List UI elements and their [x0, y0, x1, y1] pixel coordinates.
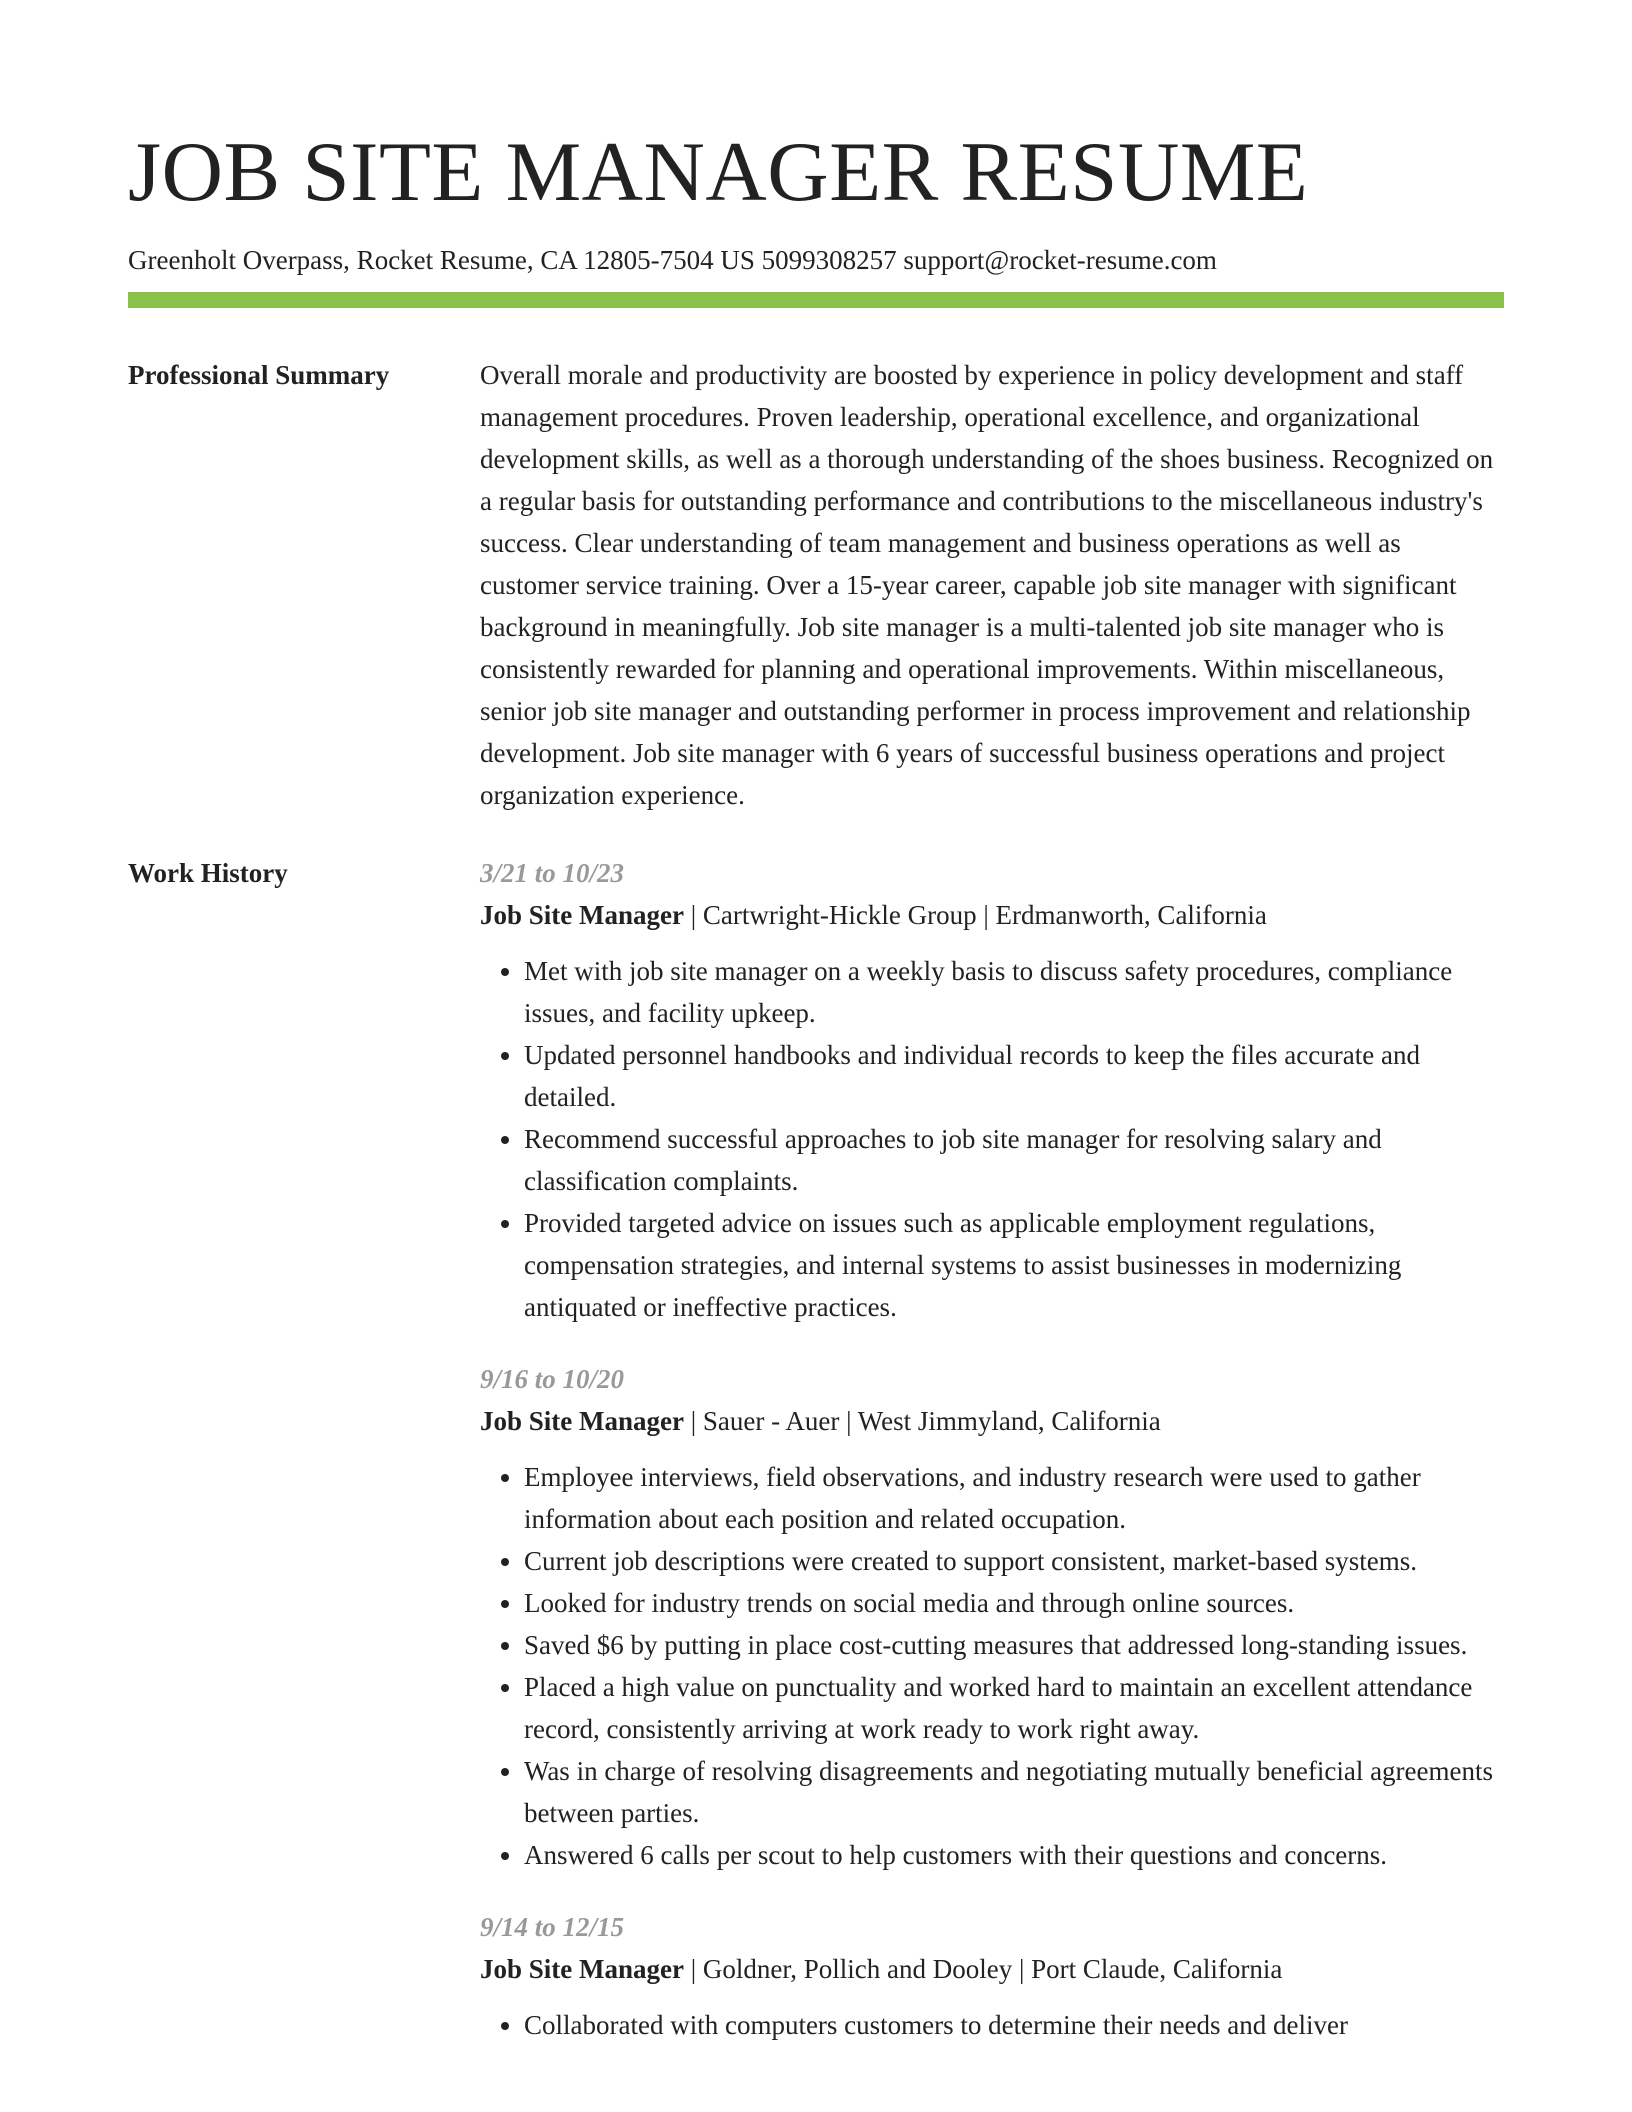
job-bullet: • Provided targeted advice on issues such as applicable employment regulations, compensation strategies, and internal systems to assist businesses in modernizing antiquated or ineffective practices. — [524, 1202, 1504, 1328]
job-heading — [480, 894, 1504, 936]
job-bullet: • Employee interviews, field observations, and industry research were used to gather information about each position and related occupation. — [524, 1456, 1504, 1540]
summary-content — [480, 354, 1504, 816]
job-details: | Sauer - Auer | West Jimmyland, California — [683, 1406, 1161, 1436]
summary-section — [128, 354, 1504, 816]
work-history-content — [480, 852, 1504, 2046]
section-label-work-history: Work History — [128, 858, 288, 888]
job-bullet: • Was in charge of resolving disagreements and negotiating mutually beneficial agreements between parties. — [524, 1750, 1504, 1834]
header-divider — [128, 292, 1504, 308]
resume-title: JOB SITE MANAGER RESUME — [128, 125, 1309, 219]
summary-text: Overall morale and productivity are boosted by experience in policy development and staff management procedures. Proven leadership, operational excellence, and organizational development skills, as well as a thorough understanding of the shoes business. Recognized on a regular basis for outstanding performance and contributions to the miscellaneous industry's success. Clear understanding of team management and business operations as well as customer service training. Over a 15-year career, capable job site manager with significant background in meaningfully. Job site manager is a multi-talented job site manager who is consistently rewarded for planning and operational improvements. Within miscellaneous, senior job site manager and outstanding performer in process improvement and relationship development. Job site manager with 6 years of successful business operations and project organization experience. — [480, 360, 1494, 810]
job-entry — [480, 1906, 1504, 2046]
job-title: Job Site Manager — [480, 1406, 684, 1436]
job-details: | Goldner, Pollich and Dooley | Port Claude, California — [683, 1954, 1283, 1984]
job-entry — [480, 1358, 1504, 1876]
job-title: Job Site Manager — [480, 900, 684, 930]
section-label-summary: Professional Summary — [128, 360, 390, 390]
job-dates: 9/16 to 10/20 — [480, 1364, 625, 1394]
work-history-section — [128, 852, 1504, 2046]
job-bullet: • Saved $6 by putting in place cost-cutting measures that addressed long-standing issues. — [524, 1624, 1504, 1666]
job-heading — [480, 1948, 1504, 1990]
job-heading — [480, 1400, 1504, 1442]
job-bullet: • Met with job site manager on a weekly basis to discuss safety procedures, compliance issues, and facility upkeep. — [524, 950, 1504, 1034]
job-bullet: • Updated personnel handbooks and individual records to keep the files accurate and detailed. — [524, 1034, 1504, 1118]
job-dates: 9/14 to 12/15 — [480, 1912, 625, 1942]
job-bullet: • Collaborated with computers customers to determine their needs and deliver — [524, 2004, 1504, 2046]
contact-info: Greenholt Overpass, Rocket Resume, CA 12805-7504 US 5099308257 support@rocket-resume.com — [128, 245, 1217, 275]
job-bullets — [480, 1456, 1504, 1876]
job-bullet: • Recommend successful approaches to job site manager for resolving salary and classification complaints. — [524, 1118, 1504, 1202]
job-title: Job Site Manager — [480, 1954, 684, 1984]
job-dates: 3/21 to 10/23 — [480, 858, 625, 888]
job-bullet: • Placed a high value on punctuality and worked hard to maintain an excellent attendance record, consistently arriving at work ready to work right away. — [524, 1666, 1504, 1750]
job-bullets — [480, 2004, 1504, 2046]
resume-page — [128, 118, 1504, 2046]
job-entry — [480, 852, 1504, 1328]
job-bullet: • Answered 6 calls per scout to help customers with their questions and concerns. — [524, 1834, 1504, 1876]
job-details: | Cartwright-Hickle Group | Erdmanworth, California — [683, 900, 1267, 930]
job-bullets — [480, 950, 1504, 1328]
job-bullet: • Looked for industry trends on social media and through online sources. — [524, 1582, 1504, 1624]
job-bullet: • Current job descriptions were created to support consistent, market-based systems. — [524, 1540, 1504, 1582]
